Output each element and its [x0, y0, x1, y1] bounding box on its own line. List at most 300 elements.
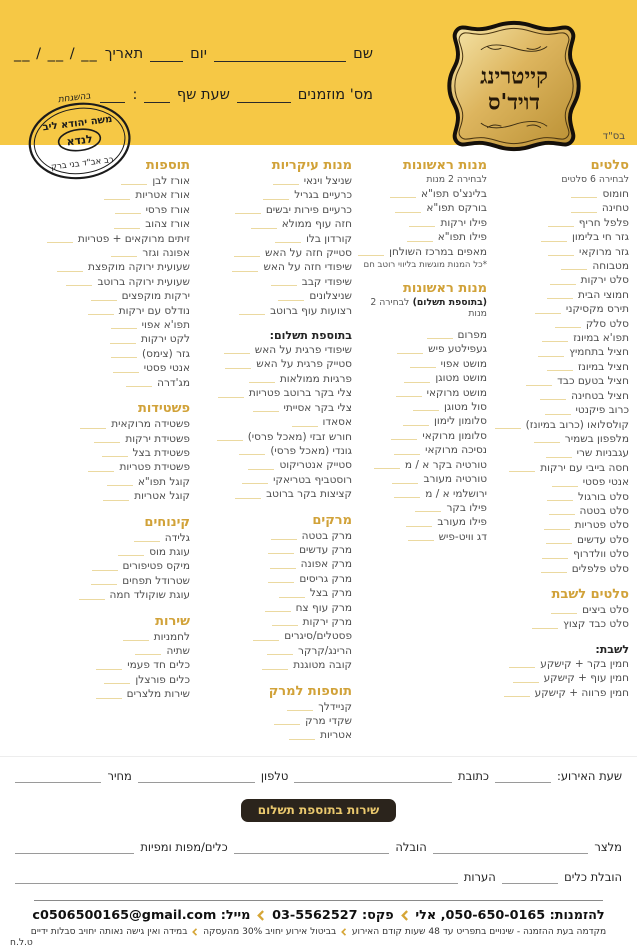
quantity-line[interactable] — [413, 410, 439, 411]
menu-item-list — [40, 417, 190, 503]
menu-item-label: אפונה וגזר — [142, 247, 190, 260]
quantity-line[interactable] — [513, 682, 539, 683]
quantity-line[interactable] — [427, 338, 453, 339]
menu-item — [190, 601, 352, 615]
menu-item — [190, 174, 352, 188]
menu-item — [487, 389, 629, 403]
quantity-line[interactable] — [287, 710, 313, 711]
menu-item-label: תפו'א אפוי — [141, 319, 190, 332]
menu-item — [487, 374, 629, 388]
menu-item — [352, 201, 487, 215]
quantity-line[interactable] — [253, 411, 279, 412]
quantity-line[interactable] — [495, 428, 521, 429]
menu-item-label: מרק עדשים — [299, 543, 352, 556]
menu-item-label: מג'דרה — [157, 376, 190, 389]
menu-item — [40, 246, 190, 260]
menu-item-label: סלומון מרוקאי — [422, 429, 487, 442]
menu-item-label: הרינג/קרקר — [298, 644, 352, 657]
menu-item — [352, 386, 487, 400]
menu-item-label: אסאדו — [322, 416, 352, 429]
menu-item — [190, 289, 352, 303]
order-field-line[interactable] — [234, 842, 390, 854]
menu-item — [487, 657, 629, 671]
menu-item — [487, 230, 629, 244]
quantity-line[interactable] — [406, 526, 432, 527]
menu-item — [190, 714, 352, 728]
menu-item — [487, 547, 629, 561]
menu-item — [487, 603, 629, 617]
quantity-line[interactable] — [547, 370, 573, 371]
quantity-line[interactable] — [415, 511, 441, 512]
menu-item-label: בלינצ'ס תפו"א — [420, 188, 487, 200]
quantity-line[interactable] — [532, 628, 558, 629]
menu-item — [40, 673, 190, 687]
quantity-line[interactable] — [88, 314, 114, 315]
quantity-line[interactable] — [555, 327, 581, 328]
menu-item — [487, 671, 629, 685]
quantity-line[interactable] — [390, 197, 416, 198]
menu-item-label: מאפים במרכז השולחן — [389, 245, 487, 258]
small-print-segment: מקדמה בעת ההזמנה - שינויים בתפריט עד 48 שעות קודם האירוע — [351, 926, 607, 937]
order-form-top — [15, 769, 622, 783]
quantity-line[interactable] — [249, 382, 275, 383]
menu-item-label: אורז צהוב — [145, 218, 190, 231]
menu-item — [40, 232, 190, 246]
menu-item-label: מיקס פטיפורים — [122, 560, 190, 573]
quantity-line[interactable] — [278, 300, 304, 301]
menu-item — [190, 700, 352, 714]
quantity-line[interactable] — [394, 497, 420, 498]
quantity-line[interactable] — [547, 298, 573, 299]
quantity-line[interactable] — [538, 356, 564, 357]
menu-item — [190, 415, 352, 429]
menu-item-label: קוגל תפו"א — [137, 475, 190, 488]
quantity-line[interactable] — [104, 199, 130, 200]
quantity-line[interactable] — [103, 500, 129, 501]
section-title: תוספות — [145, 158, 190, 173]
quantity-line[interactable] — [126, 386, 152, 387]
menu-item-label: פילו בקר — [446, 501, 487, 514]
menu-item-label: ירקות מוקפצים — [121, 290, 190, 303]
quantity-line[interactable] — [113, 372, 139, 373]
quantity-line[interactable] — [561, 269, 587, 270]
quantity-line[interactable] — [118, 555, 144, 556]
quantity-line[interactable] — [544, 529, 570, 530]
menu-item-label: סלט בטטה — [579, 504, 629, 517]
menu-item-label: קוגל אטריות — [134, 490, 190, 503]
quantity-line[interactable] — [268, 553, 294, 554]
quantity-line[interactable] — [235, 498, 261, 499]
menu-item-label: דג וויט-פיש — [438, 530, 487, 543]
date-field-placeholder[interactable]: __ / __ / __ — [14, 46, 98, 62]
menu-item-label: חורש זבזי (מאכל פרסי) — [247, 430, 352, 443]
menu-item — [487, 187, 629, 201]
menu-item — [190, 203, 352, 217]
menu-item-list — [352, 328, 487, 544]
quantity-line[interactable] — [550, 284, 576, 285]
quantity-line[interactable] — [262, 669, 288, 670]
menu-item-list — [190, 343, 352, 501]
order-field-line[interactable] — [502, 872, 558, 884]
order-field-line[interactable] — [15, 872, 458, 884]
order-field-label: הובלה — [395, 839, 427, 854]
quantity-line[interactable] — [408, 540, 434, 541]
quantity-line[interactable] — [110, 343, 136, 344]
quantity-line[interactable] — [80, 428, 106, 429]
menu-item — [40, 332, 190, 346]
quantity-line[interactable] — [96, 669, 122, 670]
menu-item-label: געפילטע פיש — [428, 343, 487, 356]
menu-item — [352, 501, 487, 515]
menu-section — [40, 401, 190, 503]
menu-item-label: מרק בטטה — [301, 529, 352, 542]
section-title: בתוספת תשלום: — [269, 329, 352, 343]
menu-item — [40, 658, 190, 672]
kosher-stamp — [21, 84, 137, 188]
order-field-line[interactable] — [15, 771, 101, 783]
menu-item-label: מושט מרוקאי — [426, 386, 487, 399]
quantity-line[interactable] — [239, 454, 265, 455]
menu-item-label: לקט ירקות — [140, 333, 190, 346]
quantity-line[interactable] — [542, 341, 568, 342]
menu-item-label: חמין עוף + קישקע — [543, 672, 629, 685]
quantity-line[interactable] — [123, 640, 149, 641]
menu-item — [190, 246, 352, 260]
menu-item-label: קולסלואו (כרוב במיונז) — [525, 418, 629, 431]
menu-item-label: מושט אפוי — [440, 357, 487, 370]
menu-item — [190, 629, 352, 643]
menu-item — [352, 414, 487, 428]
quantity-line[interactable] — [391, 439, 417, 440]
menu-item — [190, 458, 352, 472]
quantity-line[interactable] — [265, 611, 291, 612]
menu-item — [190, 658, 352, 672]
menu-section — [487, 587, 629, 632]
section-title: מרקים — [312, 512, 352, 528]
menu-item-label: צלי בקר אסייתי — [283, 401, 352, 414]
quantity-line[interactable] — [57, 271, 83, 272]
menu-item — [40, 304, 190, 318]
quantity-line[interactable] — [102, 456, 128, 457]
quantity-line[interactable] — [263, 199, 289, 200]
menu-column-mains — [190, 158, 352, 754]
quantity-line[interactable] — [114, 228, 140, 229]
quantity-line[interactable] — [549, 514, 575, 515]
menu-item-label: פילו מעורב — [437, 516, 487, 529]
quantity-line[interactable] — [394, 454, 420, 455]
quantity-line[interactable] — [242, 483, 268, 484]
menu-item — [487, 504, 629, 518]
menu-item-label: מרק אפונה — [300, 558, 352, 571]
quantity-line[interactable] — [91, 300, 117, 301]
order-field-label: הובלת כלים — [564, 869, 622, 884]
menu-item-label: שטרודל תפחים — [122, 574, 190, 587]
quantity-line[interactable] — [409, 226, 435, 227]
menu-item — [487, 475, 629, 489]
menu-item — [352, 458, 487, 472]
menu-item-label: סלט כבד קצוץ — [563, 618, 629, 631]
menu-item — [190, 572, 352, 586]
menu-item — [487, 245, 629, 259]
quantity-line[interactable] — [410, 367, 436, 368]
quantity-line[interactable] — [66, 285, 92, 286]
menu-item — [190, 343, 352, 357]
quantity-line[interactable] — [234, 256, 260, 257]
menu-item-list — [352, 187, 487, 259]
menu-item — [190, 615, 352, 629]
menu-item-label: פילו תפו"א — [437, 231, 487, 244]
menu-item — [40, 446, 190, 460]
quantity-line[interactable] — [397, 353, 423, 354]
quantity-line[interactable] — [551, 613, 577, 614]
menu-item-list — [40, 174, 190, 390]
order-field-line[interactable] — [15, 842, 134, 854]
section-title: מנות ראשונות — [402, 281, 487, 297]
quantity-line[interactable] — [79, 599, 105, 600]
quantity-line[interactable] — [407, 241, 433, 242]
menu-item-label: גזר חי בלימון — [571, 231, 629, 244]
menu-item — [40, 188, 190, 202]
quantity-line[interactable] — [104, 683, 130, 684]
quantity-line[interactable] — [135, 654, 161, 655]
menu-item-label: סלט סלק — [585, 317, 629, 330]
menu-item-label: חציל במיונז — [578, 360, 629, 373]
menu-item — [40, 630, 190, 644]
menu-item — [487, 490, 629, 504]
menu-item-label: שיפודי פרגית על האש — [254, 344, 352, 357]
menu-item — [352, 357, 487, 371]
quantity-line[interactable] — [94, 442, 120, 443]
menu-item-label: שקדי מרק — [305, 715, 352, 727]
menu-item-label: סלט ביצים — [582, 603, 629, 616]
order-field-line[interactable] — [138, 771, 255, 783]
menu-item — [190, 644, 352, 658]
menu-item — [352, 530, 487, 544]
menu-item — [487, 360, 629, 374]
quantity-line[interactable] — [224, 353, 250, 354]
quantity-line[interactable] — [547, 500, 573, 501]
menu-item-label: חמין פרווה + קישקע — [534, 686, 629, 699]
menu-item — [40, 545, 190, 559]
quantity-line[interactable] — [121, 184, 147, 185]
quantity-line[interactable] — [253, 640, 279, 641]
menu-item-label: פשטידת פטריות — [119, 461, 190, 474]
menu-item-label: כרעיים פירות יבשים — [265, 203, 352, 216]
menu-item — [190, 357, 352, 371]
menu-item — [190, 444, 352, 458]
stamp-center-text: לנדא — [65, 132, 94, 149]
menu-item-label: כלים פורצלן — [135, 673, 190, 686]
menu-item-label: שניצל וינאי — [303, 175, 352, 187]
menu-item-label: רצועות עוף ברוטב — [270, 304, 352, 317]
menu-item-label: כרוב פיקנטי — [575, 404, 629, 417]
menu-item-label: מרק ירקות — [302, 615, 352, 628]
quantity-line[interactable] — [248, 469, 274, 470]
quantity-line[interactable] — [272, 625, 298, 626]
quantity-line[interactable] — [275, 242, 301, 243]
menu-section — [487, 158, 629, 576]
section-note: *כל המנות מוגשות בליווי רוטב חם — [363, 260, 487, 271]
quantity-line[interactable] — [232, 271, 258, 272]
quantity-line[interactable] — [111, 256, 137, 257]
quantity-line[interactable] — [92, 570, 118, 571]
menu-item-label: חציל בטעם כבד — [557, 375, 629, 388]
quantity-line[interactable] — [526, 385, 552, 386]
quantity-line[interactable] — [571, 197, 597, 198]
quantity-line[interactable] — [509, 471, 535, 472]
menu-item — [487, 273, 629, 287]
menu-item-label: פשטידה מרוקאית — [111, 418, 190, 431]
quantity-line[interactable] — [403, 425, 429, 426]
menu-item-label: מפרום — [457, 329, 487, 342]
quantity-line[interactable] — [541, 572, 567, 573]
quantity-line[interactable] — [540, 399, 566, 400]
menu-item-label: חמין בקר + קישקע — [540, 657, 629, 670]
order-form-rows — [15, 840, 622, 884]
quantity-line[interactable] — [268, 582, 294, 583]
menu-item — [352, 400, 487, 414]
quantity-line[interactable] — [88, 471, 114, 472]
quantity-line[interactable] — [396, 396, 422, 397]
order-field-line[interactable] — [433, 842, 589, 854]
menu-item-label: מלפפון בשמיר — [564, 432, 629, 445]
menu-item — [352, 342, 487, 356]
menu-item — [487, 518, 629, 532]
quantity-line[interactable] — [552, 486, 578, 487]
quantity-line[interactable] — [225, 368, 251, 369]
quantity-line[interactable] — [270, 568, 296, 569]
quantity-line[interactable] — [111, 357, 137, 358]
menu-item — [190, 401, 352, 415]
menu-item-label: שניצלונים — [309, 290, 352, 303]
name-label: שם — [353, 46, 373, 62]
menu-item-label: כרעיים בגריל — [294, 189, 352, 202]
menu-item — [352, 245, 487, 259]
quantity-line[interactable] — [289, 739, 315, 740]
logo-text-line1: קייטרינג — [480, 63, 548, 90]
menu-item-label: בורקס תפו"א — [426, 202, 487, 215]
quantity-line[interactable] — [395, 212, 421, 213]
guests-field-line[interactable] — [237, 89, 291, 103]
quantity-line[interactable] — [217, 440, 243, 441]
quantity-line[interactable] — [239, 314, 265, 315]
section-title: סלטים — [590, 158, 629, 173]
quantity-line[interactable] — [47, 242, 73, 243]
menu-item-label: רוסטביף בטריאקי — [273, 473, 352, 486]
menu-item — [352, 472, 487, 486]
quantity-line[interactable] — [292, 426, 318, 427]
menu-item — [487, 686, 629, 700]
quantity-line[interactable] — [134, 541, 160, 542]
menu-item-label: שיפודי חזה על האש — [263, 261, 352, 274]
menu-item-label: עוגת מוס — [149, 545, 190, 558]
quantity-line[interactable] — [546, 543, 572, 544]
menu-item — [190, 430, 352, 444]
quantity-line[interactable] — [273, 184, 299, 185]
quantity-line[interactable] — [271, 539, 297, 540]
quantity-line[interactable] — [218, 397, 244, 398]
quantity-line[interactable] — [548, 255, 574, 256]
quantity-line[interactable] — [267, 654, 293, 655]
menu-item-label: קורדון בלו — [306, 232, 352, 245]
menu-column-first-courses — [352, 158, 487, 754]
quantity-line[interactable] — [96, 698, 122, 699]
menu-section — [190, 329, 352, 501]
menu-item-label: סטייק פרגית על האש — [256, 358, 352, 371]
stamp-bottom-text: רב אב"ד בני ברק — [50, 154, 115, 173]
menu-item — [352, 216, 487, 230]
menu-item-label: ירושלמי א / מ — [425, 487, 487, 500]
quantity-line[interactable] — [91, 584, 117, 585]
quantity-line[interactable] — [509, 667, 535, 668]
menu-item-list — [40, 630, 190, 702]
quantity-line[interactable] — [374, 468, 400, 469]
menu-item-list — [190, 529, 352, 673]
quantity-line[interactable] — [115, 213, 141, 214]
quantity-line[interactable] — [545, 414, 571, 415]
menu-item-list — [190, 700, 352, 743]
menu-item-label: עוגת שוקולד חמה — [109, 589, 190, 602]
quantity-line[interactable] — [235, 213, 261, 214]
quantity-line[interactable] — [111, 328, 137, 329]
quantity-line[interactable] — [546, 457, 572, 458]
menu-item-label: פלפל חריף — [578, 216, 629, 229]
order-field-line[interactable] — [495, 771, 551, 783]
quantity-line[interactable] — [541, 241, 567, 242]
menu-item-label: חציל בתחמיץ — [569, 346, 629, 359]
menu-item — [40, 275, 190, 289]
quantity-line[interactable] — [504, 696, 530, 697]
menu-item — [190, 543, 352, 557]
menu-item-label: טורטיה בקר א / מ — [404, 458, 487, 471]
menu-item — [190, 260, 352, 274]
menu-item — [40, 588, 190, 602]
menu-item-list — [487, 603, 629, 632]
quantity-line[interactable] — [542, 558, 568, 559]
quantity-line[interactable] — [392, 483, 418, 484]
menu-item-label: חמוצי הבית — [578, 288, 629, 301]
day-field-line[interactable] — [150, 48, 183, 62]
menu-item-label: פשטידת בצל — [132, 446, 190, 459]
chef-time-hour-line[interactable] — [144, 89, 169, 103]
order-row — [15, 769, 622, 783]
quantity-line[interactable] — [534, 442, 560, 443]
menu-item-label: אורז פרסי — [145, 203, 190, 216]
order-field-line[interactable] — [294, 771, 452, 783]
quantity-line[interactable] — [548, 226, 574, 227]
stamp-name-text: משה יהודא ליב — [41, 113, 113, 134]
quantity-line[interactable] — [404, 382, 430, 383]
section-subtitle: לבחירה 6 סלטים — [561, 174, 629, 185]
menu-item-label: טורטיה מעורב — [423, 473, 487, 486]
quantity-line[interactable] — [107, 485, 133, 486]
section-title: שירות — [155, 613, 190, 629]
name-field-line[interactable] — [214, 48, 346, 62]
quantity-line[interactable] — [251, 228, 277, 229]
menu-item — [40, 559, 190, 573]
quantity-line[interactable] — [274, 724, 300, 725]
quantity-line[interactable] — [358, 255, 384, 256]
menu-item-label: סלט עדשים — [577, 533, 629, 546]
menu-item — [40, 318, 190, 332]
quantity-line[interactable] — [271, 285, 297, 286]
guests-label: מס' מוזמנים — [297, 87, 373, 103]
menu-item — [487, 461, 629, 475]
quantity-line[interactable] — [535, 313, 561, 314]
quantity-line[interactable] — [571, 212, 597, 213]
quantity-line[interactable] — [279, 597, 305, 598]
menu-item-label: חסה בייבי עם ירקות — [540, 461, 629, 474]
